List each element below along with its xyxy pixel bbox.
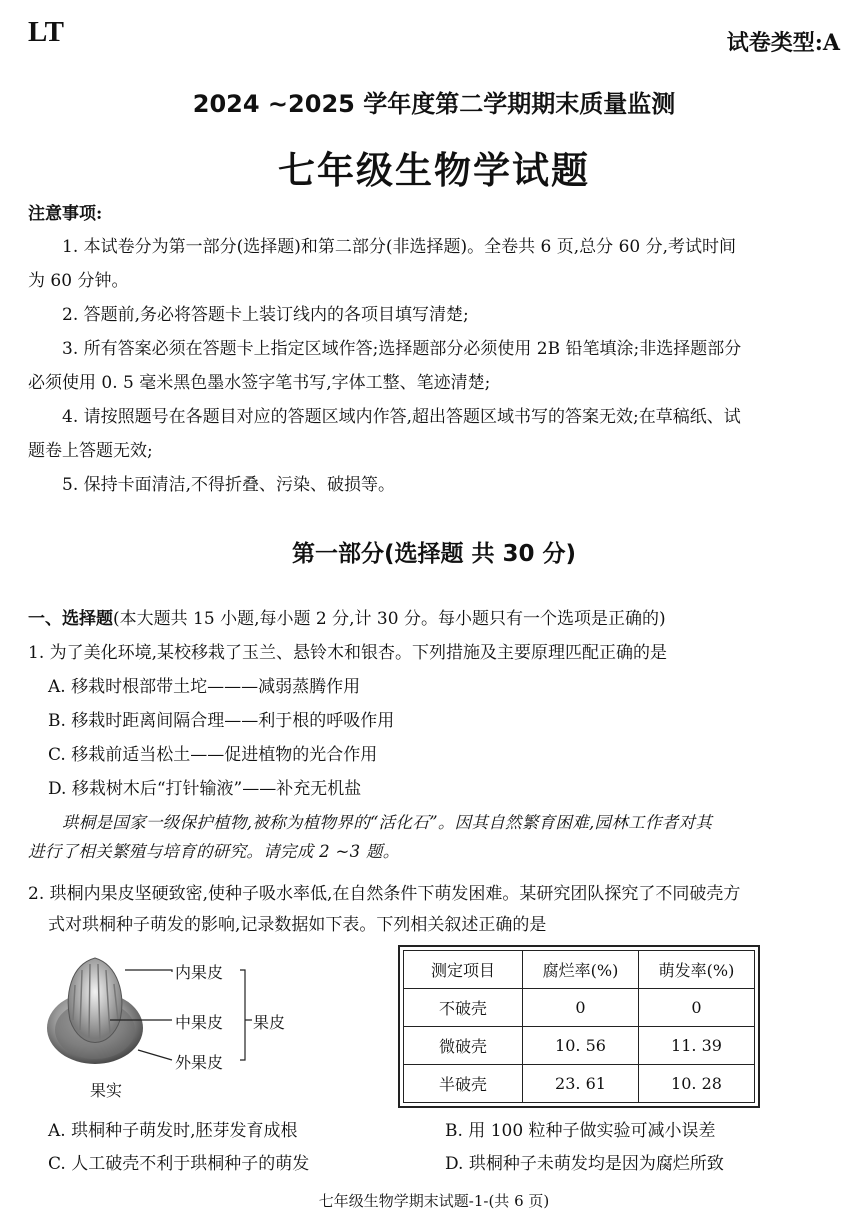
table-cell: 23. 61 <box>523 1065 639 1103</box>
notice-item-4-line-1: 4. 请按照题号在各题目对应的答题区域内作答,超出答题区域书写的答案无效;在草稿纸、试 <box>62 407 741 427</box>
q2-option-a: A. 珙桐种子萌发时,胚芽发育成根 <box>48 1121 298 1141</box>
table-cell: 不破壳 <box>404 989 523 1027</box>
reading-passage <box>28 808 840 866</box>
q1-option-d: D. 移栽树木后“打针输液”——补充无机盐 <box>48 779 362 799</box>
label-inner-pericarp: 内果皮 <box>175 963 224 982</box>
notice-item-3-line-2: 必须使用 0. 5 毫米黑色墨水签字笔书写,字体工整、笔迹清楚; <box>28 373 491 393</box>
q2-option-d: D. 珙桐种子未萌发均是因为腐烂所致 <box>445 1154 724 1174</box>
pointer-line-inner <box>125 970 172 972</box>
table-row <box>404 1027 755 1065</box>
section-one-heading: 一、选择题 <box>28 609 113 629</box>
brand-logo-text: LT <box>28 16 65 48</box>
table-cell: 0 <box>639 989 755 1027</box>
pericarp-bracket <box>240 970 252 1060</box>
exam-title: 2024 ~2025 学年度第二学期期末质量监测 <box>192 90 676 118</box>
table-header-row <box>404 951 755 989</box>
section-one-desc: (本大题共 15 小题,每小题 2 分,计 30 分。每小题只有一个选项是正确的) <box>113 609 666 629</box>
fruit-diagram <box>40 950 280 1070</box>
paper-type-label: 试卷类型:A <box>726 30 840 56</box>
label-middle-pericarp: 中果皮 <box>175 1013 224 1032</box>
q2-stem-line-1: 2. 珙桐内果皮坚硬致密,使种子吸水率低,在自然条件下萌发困难。某研究团队探究了不同破壳方 <box>28 884 741 904</box>
table-row <box>404 1065 755 1103</box>
q1-option-c: C. 移栽前适当松土——促进植物的光合作用 <box>48 745 378 765</box>
notice-item-3-line-1: 3. 所有答案必须在答题卡上指定区域作答;选择题部分必须使用 2B 铅笔填涂;非选择题部分 <box>62 339 742 359</box>
notice-heading: 注意事项: <box>28 204 103 224</box>
label-outer-pericarp: 外果皮 <box>175 1053 224 1072</box>
table-cell: 半破壳 <box>404 1065 523 1103</box>
notice-item-1-line-1: 1. 本试卷分为第一部分(选择题)和第二部分(非选择题)。全卷共 6 页,总分 60 分,考试时间 <box>62 237 737 257</box>
table-cell: 10. 28 <box>639 1065 755 1103</box>
notice-item-5: 5. 保持卡面清洁,不得折叠、污染、破损等。 <box>62 475 396 495</box>
passage-line-2: 进行了相关繁殖与培育的研究。请完成 2 ~3 题。 <box>28 842 400 861</box>
q2-stem-line-2: 式对珙桐种子萌发的影响,记录数据如下表。下列相关叙述正确的是 <box>48 915 547 935</box>
table-row <box>404 989 755 1027</box>
table-cell: 0 <box>523 989 639 1027</box>
q1-stem: 1. 为了美化环境,某校移栽了玉兰、悬铃木和银杏。下列措施及主要原理匹配正确的是 <box>28 643 668 663</box>
q2-option-b: B. 用 100 粒种子做实验可减小误差 <box>445 1121 716 1141</box>
notice-item-4-line-2: 题卷上答题无效; <box>28 441 153 461</box>
table-header-cell: 测定项目 <box>404 951 523 989</box>
subject-title: 七年级生物学试题 <box>278 149 590 192</box>
notice-item-1-line-2: 为 60 分钟。 <box>28 271 129 291</box>
q1-option-b: B. 移栽时距离间隔合理——利于根的呼吸作用 <box>48 711 395 731</box>
section-one-header <box>28 608 666 630</box>
page-footer: 七年级生物学期末试题-1-(共 6 页) <box>318 1192 550 1210</box>
passage-line-1: 珙桐是国家一级保护植物,被称为植物界的“活化石”。因其自然繁育困难,园林工作者对其 <box>62 813 713 832</box>
notice-item-2: 2. 答题前,务必将答题卡上装订线内的各项目填写清楚; <box>62 305 469 325</box>
q2-option-c: C. 人工破壳不利于珙桐种子的萌发 <box>48 1154 310 1174</box>
inner-pericarp-shape <box>68 958 122 1043</box>
table-cell: 10. 56 <box>523 1027 639 1065</box>
fruit-caption: 果实 <box>90 1081 123 1100</box>
germination-data-table <box>403 950 755 1103</box>
table-cell: 微破壳 <box>404 1027 523 1065</box>
table-header-cell: 腐烂率(%) <box>523 951 639 989</box>
table-header-cell: 萌发率(%) <box>639 951 755 989</box>
pointer-line-outer <box>138 1050 172 1060</box>
label-pericarp: 果皮 <box>253 1013 286 1032</box>
part-one-title: 第一部分(选择题 共 30 分) <box>291 541 577 567</box>
q1-option-a: A. 移栽时根部带土坨———减弱蒸腾作用 <box>48 677 361 697</box>
table-cell: 11. 39 <box>639 1027 755 1065</box>
